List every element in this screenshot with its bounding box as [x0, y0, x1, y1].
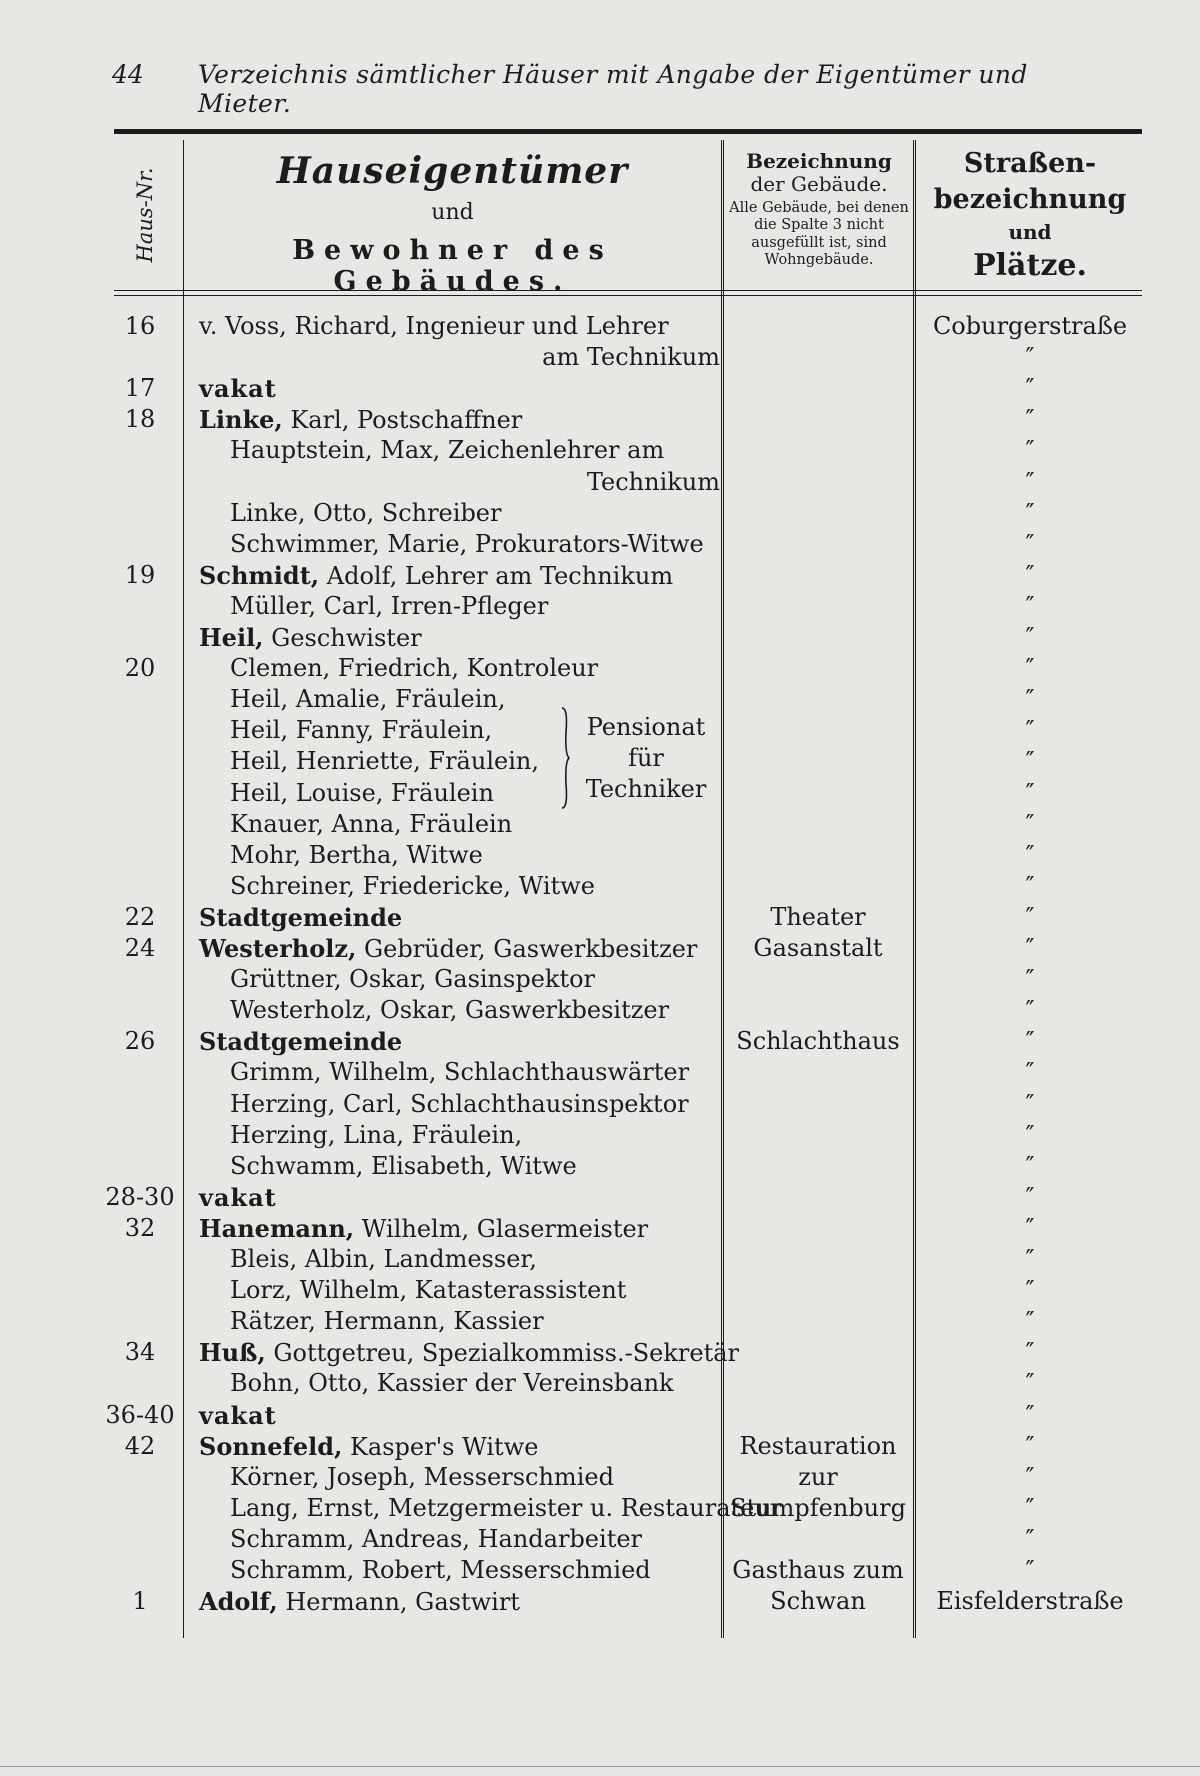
resident-entry — [230, 872, 595, 900]
resident-text: Geschwister — [263, 624, 422, 652]
street-name: ″ — [1025, 685, 1035, 714]
resident-text: v. Voss, Richard, Ingenieur und Lehrer — [199, 312, 669, 340]
pension-line-1: Pensionat — [586, 713, 706, 741]
resident-text: Gottgetreu, Spezialkommiss.-Sekretär — [265, 1339, 740, 1368]
resident-text: Heil, Fanny, Fräulein, — [230, 716, 493, 745]
resident-text: Technikum — [586, 467, 720, 496]
resident-entry — [230, 1245, 537, 1273]
resident-text: Hermann, Gastwirt — [277, 1588, 520, 1617]
table-row — [0, 996, 1200, 1027]
street-name: ″ — [1025, 591, 1035, 620]
street-name: ″ — [1025, 436, 1035, 465]
table-row — [0, 343, 1200, 374]
resident-entry — [230, 810, 512, 838]
table-row — [0, 1090, 1200, 1121]
owner-name: Huß, — [199, 1338, 266, 1368]
street-name: ″ — [1025, 1369, 1035, 1398]
street-name: ″ — [1025, 1276, 1035, 1305]
brace-icon — [560, 706, 570, 810]
table-row — [0, 530, 1200, 561]
table-row — [0, 592, 1200, 623]
building-designation: Schwan — [770, 1587, 866, 1616]
building-designation: zur — [798, 1462, 838, 1491]
street-header-line2: bezeichnung — [933, 184, 1127, 216]
table-row — [0, 810, 1200, 841]
resident-text: Adolf, Lehrer am Technikum — [319, 561, 674, 590]
resident-text: Lorz, Wilhelm, Katasterassistent — [230, 1276, 627, 1305]
table-row — [0, 1121, 1200, 1152]
column-header-house-number — [125, 150, 165, 280]
owner-entry — [199, 623, 422, 652]
table-row — [0, 499, 1200, 530]
owner-header-und: und — [431, 200, 474, 225]
resident-text: Schramm, Andreas, Handarbeiter — [230, 1524, 643, 1553]
owner-name: Sonnefeld, — [199, 1431, 343, 1461]
street-name: ″ — [1025, 1524, 1035, 1553]
building-designation: Theater — [770, 902, 866, 931]
resident-entry — [230, 1525, 642, 1553]
owner-name: Stadtgemeinde — [199, 902, 403, 932]
house-number: 18 — [124, 405, 156, 434]
street-name: ″ — [1025, 1089, 1035, 1118]
resident-text: Lang, Ernst, Metzgermeister u. Restaurateur — [230, 1493, 782, 1522]
resident-entry — [230, 716, 492, 744]
page-title: Verzeichnis sämtlicher Häuser mit Angabe der Eigentümer und Mieter. — [198, 60, 1028, 118]
house-number: 20 — [124, 654, 156, 683]
table-row — [0, 468, 1200, 499]
resident-entry — [230, 436, 664, 464]
resident-entry — [230, 1276, 626, 1304]
column-header-street — [918, 146, 1142, 286]
street-name: ″ — [1025, 778, 1035, 807]
resident-entry — [230, 1556, 651, 1584]
owner-header-title: Hauseigentümer — [276, 150, 629, 192]
resident-text: Körner, Joseph, Messerschmied — [230, 1462, 614, 1491]
resident-text: Grüttner, Oskar, Gasinspektor — [230, 965, 596, 994]
resident-text: Hauptstein, Max, Zeichenlehrer am — [230, 436, 665, 465]
street-name: ″ — [1025, 965, 1035, 994]
street-name: ″ — [1025, 1245, 1035, 1273]
table-row — [0, 1245, 1200, 1276]
resident-text: Schramm, Robert, Messerschmied — [230, 1556, 651, 1584]
house-number: 34 — [124, 1338, 156, 1367]
table-row — [0, 1369, 1200, 1400]
street-name: ″ — [1025, 654, 1035, 683]
owner-entry — [199, 405, 522, 434]
table-row — [0, 1276, 1200, 1307]
house-number: 16 — [124, 312, 156, 340]
house-number: 1 — [132, 1587, 148, 1616]
street-name: ″ — [1025, 934, 1035, 962]
scan-edge — [0, 1766, 1200, 1767]
building-designation: Gasthaus zum — [732, 1556, 904, 1584]
table-row — [0, 1401, 1200, 1432]
street-header-line4: Plätze. — [973, 247, 1087, 283]
street-name: ″ — [1025, 747, 1035, 776]
resident-entry — [230, 1121, 522, 1149]
street-name: Eisfelderstraße — [936, 1587, 1124, 1616]
resident-entry — [230, 1152, 577, 1180]
resident-text: Schwamm, Elisabeth, Witwe — [230, 1151, 577, 1180]
table-row — [0, 1587, 1200, 1618]
owner-entry — [199, 561, 673, 590]
house-number-label: Haus-Nr. — [133, 167, 157, 263]
table-row — [0, 1525, 1200, 1556]
street-name: ″ — [1025, 498, 1035, 527]
resident-entry — [200, 343, 720, 371]
street-name: Coburgerstraße — [932, 312, 1128, 340]
resident-text: Bohn, Otto, Kassier der Vereinsbank — [230, 1369, 674, 1398]
resident-entry — [230, 654, 598, 682]
table-row — [0, 965, 1200, 996]
street-name: ″ — [1025, 996, 1035, 1025]
resident-text: Gebrüder, Gaswerkbesitzer — [356, 935, 698, 963]
pension-line-2: für — [628, 744, 664, 772]
street-name: ″ — [1025, 1151, 1035, 1180]
resident-text: Kasper's Witwe — [342, 1432, 539, 1461]
resident-entry — [230, 841, 483, 869]
resident-text: Herzing, Carl, Schlachthausinspektor — [230, 1089, 689, 1118]
resident-text: Linke, Otto, Schreiber — [230, 498, 502, 527]
building-header-note: Alle Gebäude, bei denen die Spalte 3 nicht ausgefüllt ist, sind Wohngebäude. — [729, 200, 909, 269]
resident-text: Heil, Amalie, Fräulein, — [230, 685, 506, 714]
house-number: 17 — [124, 374, 156, 403]
resident-entry — [230, 779, 494, 807]
street-name: ″ — [1025, 871, 1035, 900]
owner-entry — [199, 1432, 538, 1461]
street-name: ″ — [1025, 1307, 1035, 1336]
resident-entry — [230, 747, 539, 775]
table-row — [0, 1058, 1200, 1089]
table-row — [0, 1027, 1200, 1058]
building-designation: Schlachthaus — [736, 1027, 900, 1056]
table-row — [0, 1183, 1200, 1214]
resident-text: Bleis, Albin, Landmesser, — [230, 1245, 537, 1273]
table-row — [0, 1494, 1200, 1525]
owner-entry — [199, 903, 402, 932]
column-header-owner — [195, 150, 710, 297]
top-rule — [114, 129, 1142, 134]
page-number: 44 — [112, 60, 144, 89]
street-name: ″ — [1025, 902, 1035, 931]
building-designation: Gasanstalt — [753, 934, 883, 962]
running-header — [112, 60, 1062, 118]
resident-text: Müller, Carl, Irren-Pfleger — [230, 591, 549, 620]
resident-text: Schreiner, Friedericke, Witwe — [230, 871, 595, 900]
house-number: 32 — [124, 1213, 156, 1242]
street-name: ″ — [1025, 1213, 1035, 1242]
table-row — [0, 1556, 1200, 1587]
street-name: ″ — [1025, 1493, 1035, 1522]
street-name: ″ — [1025, 343, 1035, 372]
resident-text: Wilhelm, Glasermeister — [354, 1214, 649, 1243]
pension-line-3: Techniker — [585, 775, 707, 803]
street-name: ″ — [1025, 1400, 1035, 1429]
owner-name: Westerholz, — [199, 934, 357, 963]
resident-entry — [230, 965, 595, 993]
resident-entry — [230, 1494, 781, 1522]
street-name: ″ — [1025, 560, 1035, 589]
owner-name: vakat — [199, 1182, 277, 1212]
resident-entry — [230, 530, 704, 558]
house-number: 19 — [124, 560, 156, 589]
building-designation: Stumpfenburg — [730, 1493, 906, 1522]
owner-entry — [199, 374, 277, 403]
owner-entry — [199, 934, 697, 963]
resident-entry — [230, 1307, 544, 1335]
street-name: ″ — [1025, 1182, 1035, 1211]
street-header-line1: Straßen- — [963, 148, 1097, 179]
street-header-line3: und — [1008, 219, 1052, 244]
resident-text: Mohr, Bertha, Witwe — [230, 840, 483, 869]
owner-entry — [199, 1214, 648, 1243]
house-number: 24 — [124, 934, 156, 962]
owner-name: Heil, — [199, 623, 264, 652]
owner-name: vakat — [199, 374, 277, 404]
resident-entry — [230, 1369, 674, 1397]
owner-entry — [199, 1587, 520, 1616]
resident-text: Schwimmer, Marie, Prokurators-Witwe — [230, 529, 704, 558]
owner-header-subtitle: Bewohner des Gebäudes. — [292, 235, 613, 297]
resident-entry — [230, 1463, 614, 1491]
table-row — [0, 1338, 1200, 1369]
table-row — [0, 872, 1200, 903]
house-number: 28-30 — [105, 1182, 175, 1211]
table-row — [0, 1463, 1200, 1494]
table-row — [0, 405, 1200, 436]
owner-entry — [199, 1401, 277, 1430]
street-name: ″ — [1025, 1431, 1035, 1460]
building-header-line1: Bezeichnung — [746, 149, 892, 173]
street-name: ″ — [1025, 1338, 1035, 1367]
resident-text: Heil, Henriette, Fräulein, — [230, 747, 539, 776]
resident-text: Grimm, Wilhelm, Schlachthauswärter — [230, 1058, 690, 1087]
table-row — [0, 903, 1200, 934]
street-name: ″ — [1025, 840, 1035, 869]
pension-group-label — [578, 712, 714, 805]
house-number: 36-40 — [105, 1400, 175, 1429]
resident-text: Herzing, Lina, Fräulein, — [230, 1120, 523, 1149]
resident-entry — [199, 312, 669, 340]
street-name: ″ — [1025, 529, 1035, 558]
owner-name: vakat — [199, 1400, 277, 1430]
resident-entry — [200, 468, 720, 496]
table-row — [0, 374, 1200, 405]
resident-entry — [230, 592, 548, 620]
street-name: ″ — [1025, 467, 1035, 496]
table-row — [0, 436, 1200, 467]
resident-text: Westerholz, Oskar, Gaswerkbesitzer — [230, 996, 670, 1025]
resident-text: Rätzer, Hermann, Kassier — [230, 1307, 544, 1336]
resident-text: Heil, Louise, Fräulein — [230, 778, 494, 807]
resident-entry — [230, 1058, 689, 1086]
house-number: 42 — [124, 1431, 156, 1460]
house-number: 22 — [124, 902, 156, 931]
owner-name: Hanemann, — [199, 1213, 355, 1243]
table-row — [0, 1152, 1200, 1183]
building-designation: Restauration — [739, 1431, 897, 1460]
column-header-building — [727, 150, 911, 270]
owner-entry — [199, 1183, 277, 1212]
table-row — [0, 312, 1200, 343]
resident-entry — [230, 499, 501, 527]
street-name: ″ — [1025, 623, 1035, 651]
street-name: ″ — [1025, 1556, 1035, 1584]
table-row — [0, 934, 1200, 965]
resident-text: am Technikum — [542, 343, 720, 372]
house-number: 26 — [124, 1027, 156, 1056]
owner-name: Stadtgemeinde — [199, 1027, 403, 1057]
table-row — [0, 561, 1200, 592]
table-row — [0, 841, 1200, 872]
owner-name: Linke, — [199, 405, 283, 435]
owner-entry — [199, 1338, 739, 1367]
resident-entry — [230, 996, 669, 1024]
street-name: ″ — [1025, 1027, 1035, 1056]
street-name: ″ — [1025, 405, 1035, 434]
building-header-line2: der Gebäude. — [750, 172, 888, 196]
street-name: ″ — [1025, 374, 1035, 403]
resident-text: Karl, Postschaffner — [282, 406, 523, 435]
resident-entry — [230, 685, 505, 713]
street-name: ″ — [1025, 716, 1035, 745]
table-row — [0, 1214, 1200, 1245]
owner-name: Schmidt, — [199, 560, 320, 590]
table-row — [0, 623, 1200, 654]
table-row — [0, 654, 1200, 685]
street-name: ″ — [1025, 1120, 1035, 1149]
resident-text: Knauer, Anna, Fräulein — [230, 809, 513, 838]
resident-entry — [230, 1090, 689, 1118]
street-name: ″ — [1025, 1462, 1035, 1491]
resident-text: Clemen, Friedrich, Kontroleur — [230, 654, 599, 683]
street-name: ″ — [1025, 809, 1035, 838]
table-row — [0, 1432, 1200, 1463]
street-name: ″ — [1025, 1058, 1035, 1087]
table-row — [0, 1307, 1200, 1338]
owner-name: Adolf, — [199, 1587, 278, 1617]
owner-entry — [199, 1027, 402, 1056]
